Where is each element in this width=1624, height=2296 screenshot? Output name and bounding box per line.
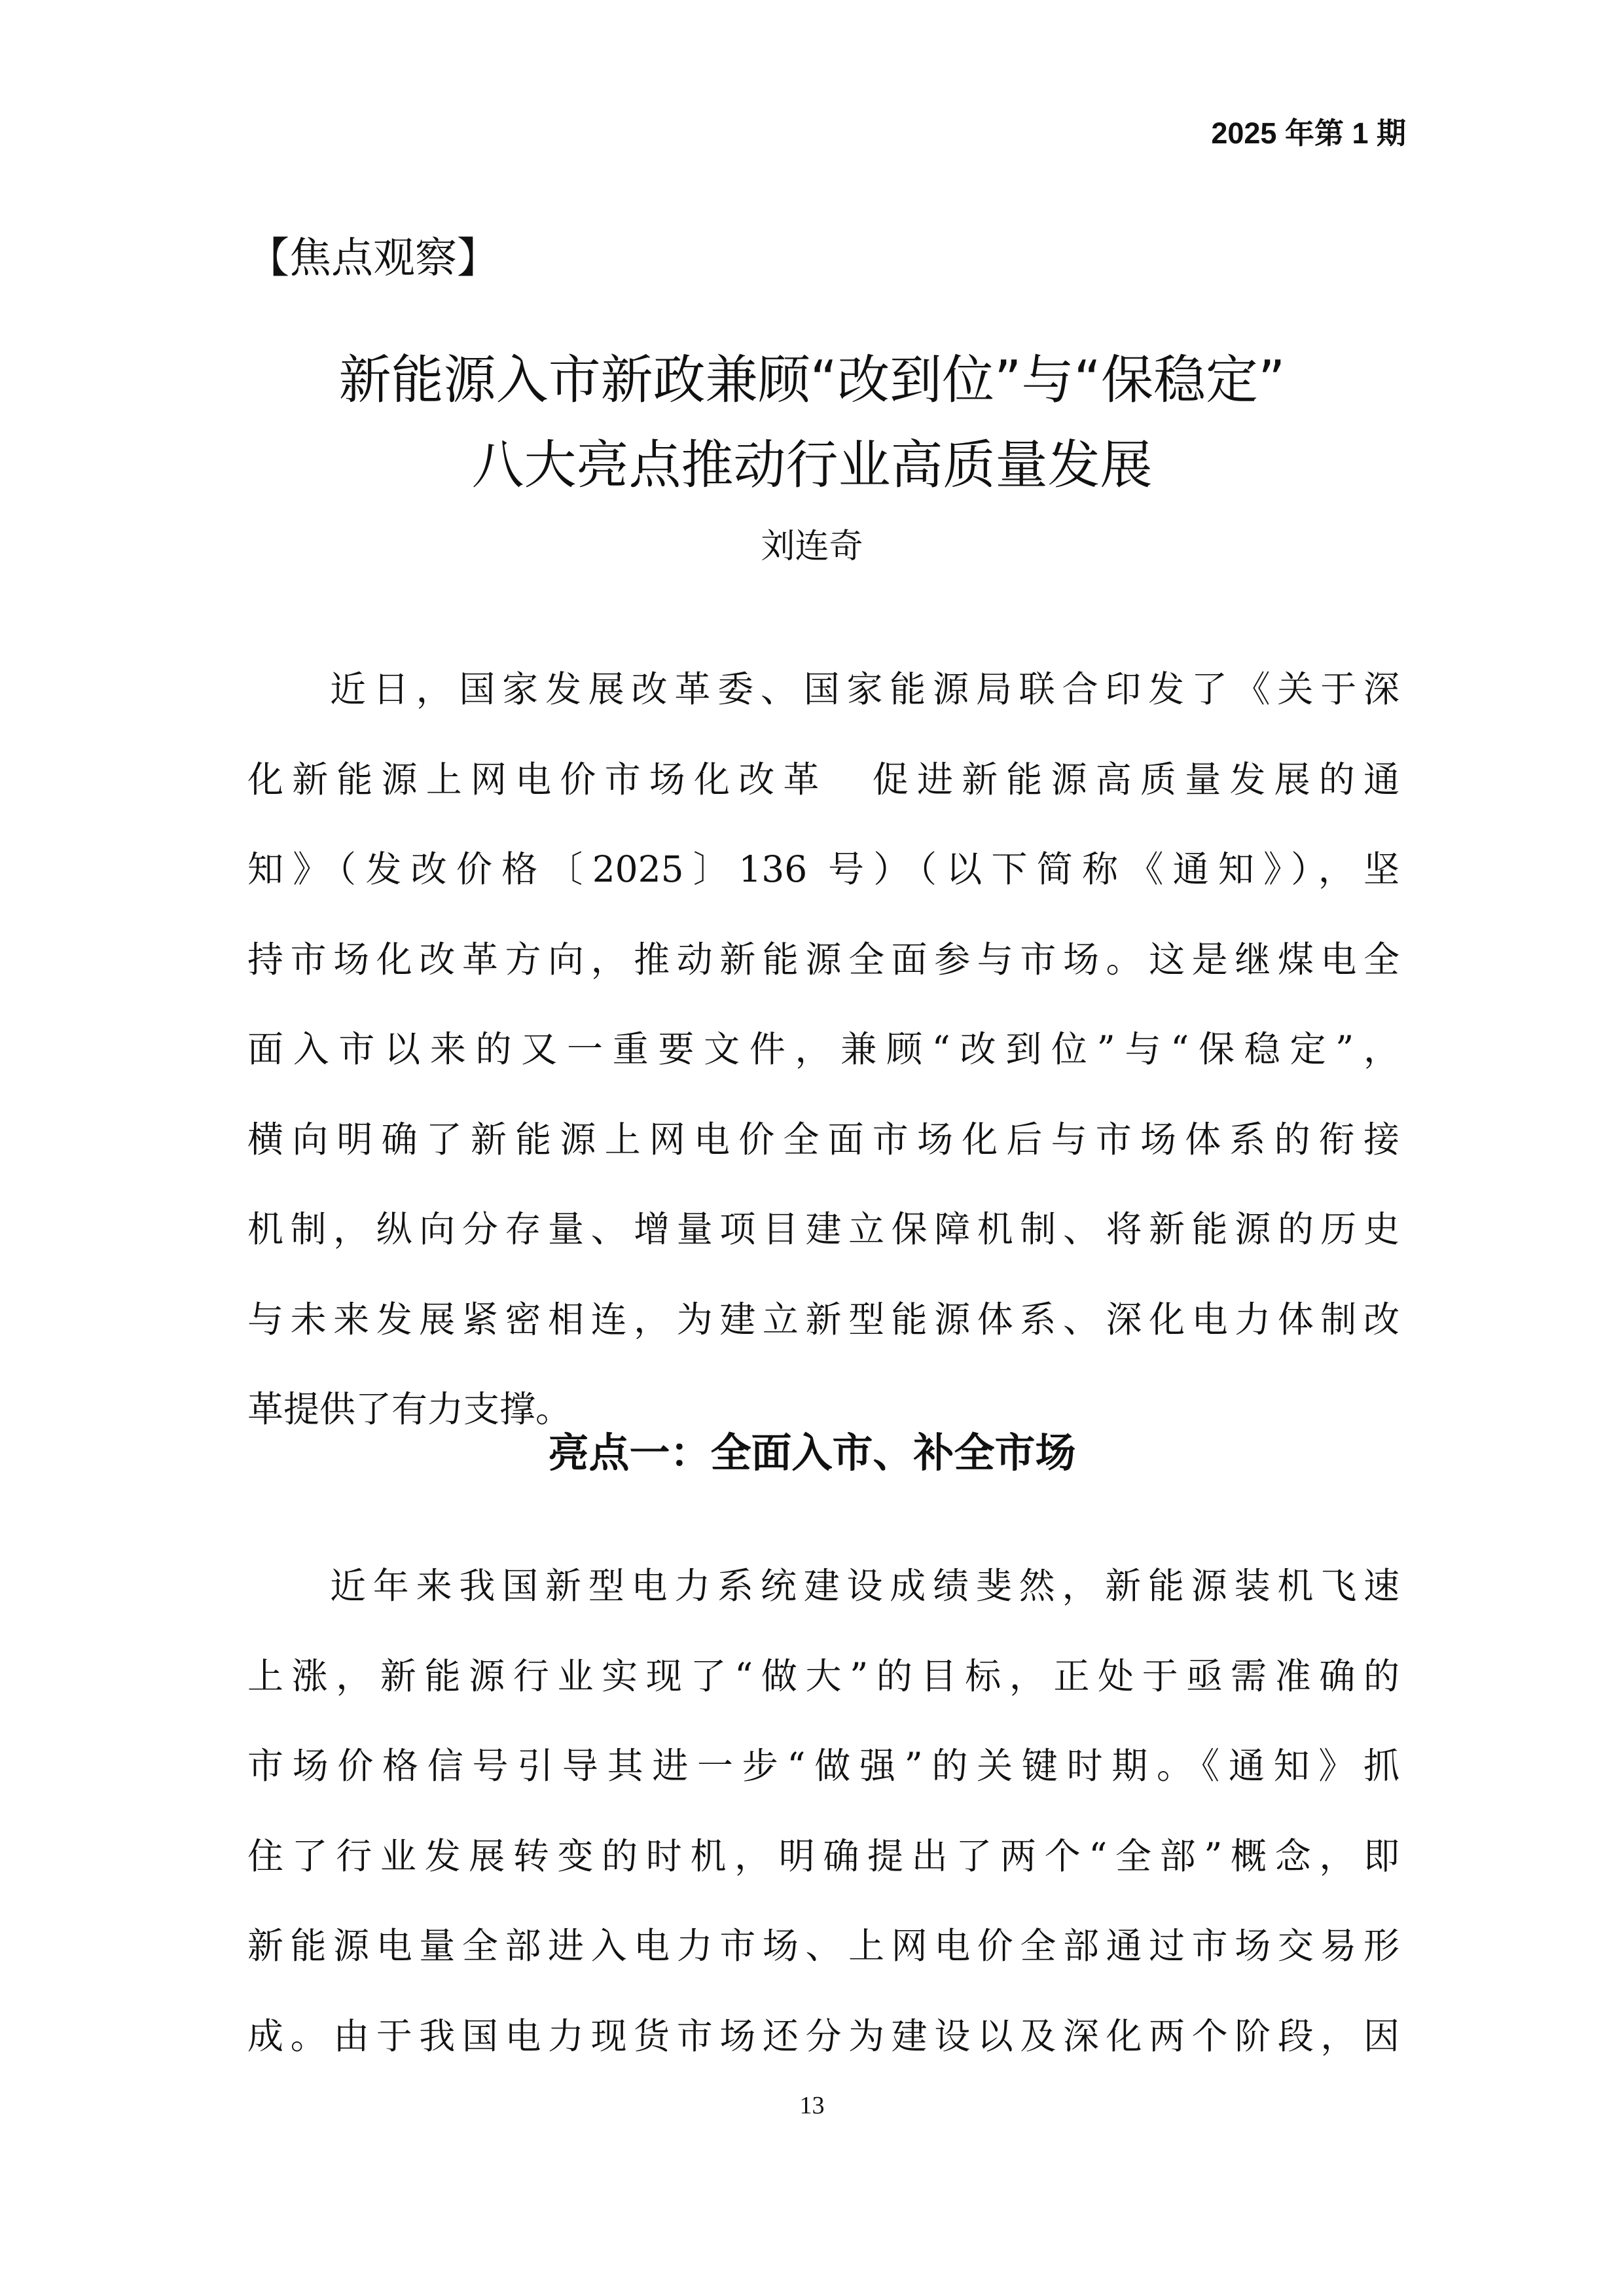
paragraph-line: 化新能源上网电价市场化改革 促进新能源高质量发展的通 [247, 758, 1399, 800]
paragraph-line: 住了行业发展转变的时机，明确提出了两个“全部”概念，即 [247, 1835, 1399, 1877]
author-name: 刘连奇 [761, 527, 863, 566]
page-number: 13 [799, 2092, 825, 2119]
paragraph-line: 市场价格信号引导其进一步“做强”的关键时期。《通知》抓 [247, 1745, 1399, 1787]
paragraph-line: 新能源电量全部进入电力市场、上网电价全部通过市场交易形 [247, 1925, 1399, 1967]
paragraph-highlight-one [247, 1541, 1399, 2081]
paragraph-line: 横向明确了新能源上网电价全面市场化后与市场体系的衔接 [247, 1118, 1399, 1160]
paragraph-line: 上涨，新能源行业实现了“做大”的目标，正处于亟需准确的 [247, 1655, 1399, 1697]
paragraph-line: 持市场化改革方向，推动新能源全面参与市场。这是继煤电全 [247, 938, 1399, 980]
paragraph-intro [247, 645, 1399, 1455]
paragraph-line: 与未来发展紧密相连，为建立新型能源体系、深化电力体制改 [247, 1298, 1399, 1340]
paragraph-line: 成。由于我国电力现货市场还分为建设以及深化两个阶段，因 [247, 2015, 1399, 2057]
issue-label: 2025 年第 1 期 [1211, 117, 1406, 150]
article-title-line-1: 新能源入市新政兼顾“改到位”与“保稳定” [338, 350, 1286, 410]
paragraph-line: 面入市以来的又一重要文件，兼顾“改到位”与“保稳定”， [247, 1028, 1399, 1070]
paragraph-line: 知》（发改价格〔2025〕136 号）（以下简称《通知》），坚 [247, 848, 1399, 890]
article-title-line-2: 八大亮点推动行业高质量发展 [471, 435, 1153, 495]
paragraph-line: 近日，国家发展改革委、国家能源局联合印发了《关于深 [330, 668, 1399, 710]
section-tag: 【焦点观察】 [247, 234, 499, 283]
paragraph-line: 革提供了有力支撑。 [247, 1388, 572, 1430]
paragraph-line: 机制，纵向分存量、增量项目建立保障机制、将新能源的历史 [247, 1208, 1399, 1250]
paragraph-line: 近年来我国新型电力系统建设成绩斐然，新能源装机飞速 [330, 1565, 1399, 1607]
section-heading: 亮点一：全面入市、补全市场 [548, 1429, 1076, 1477]
